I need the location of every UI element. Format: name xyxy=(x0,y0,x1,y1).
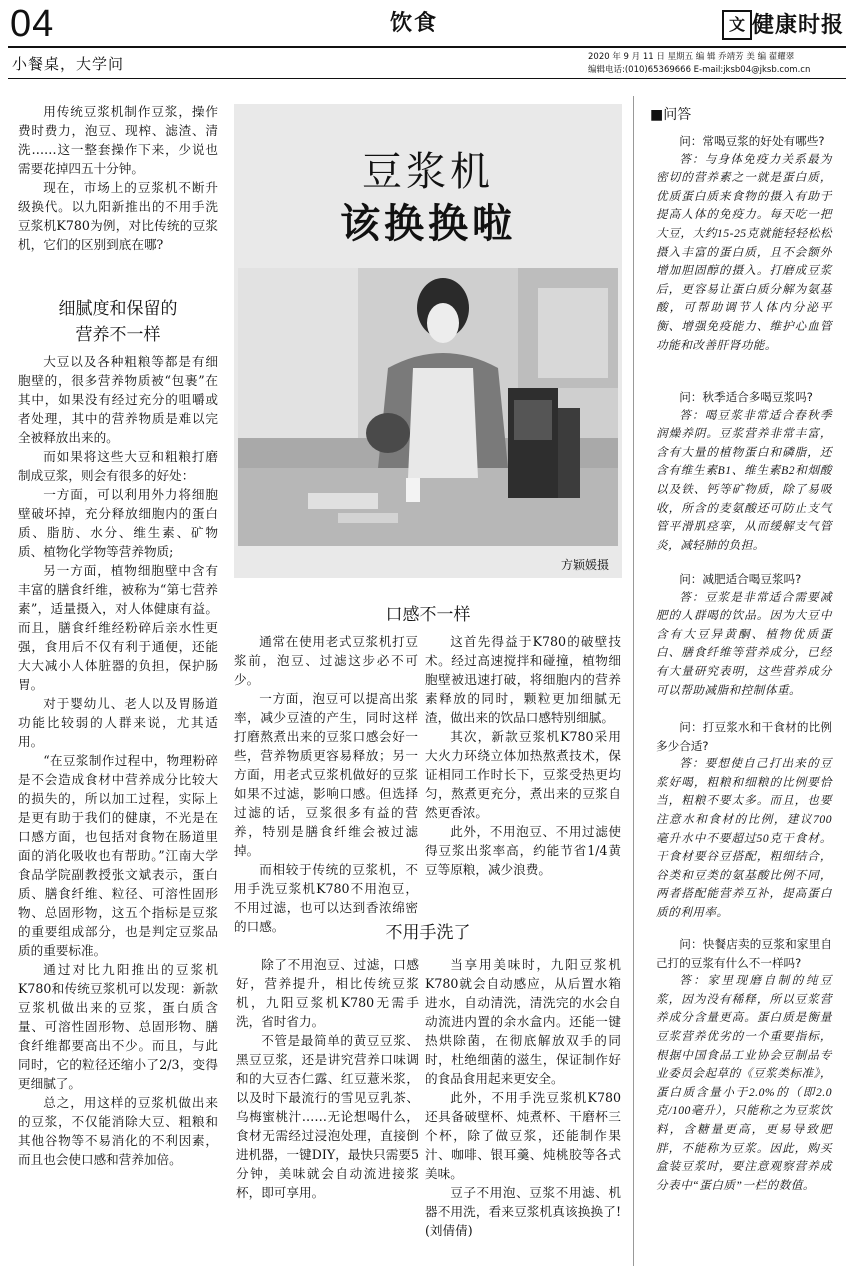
paragraph: 现在，市场上的豆浆机不断升级换代。以九阳新推出的不用手洗豆浆机K780为例，对比传统的豆浆机，它们的区别到底在哪? xyxy=(18,180,218,252)
section-title: 饮食 xyxy=(390,11,439,36)
qa-item xyxy=(656,718,832,923)
nutrition-column xyxy=(18,352,218,1169)
intro-column xyxy=(18,102,218,254)
qa-item xyxy=(656,388,832,555)
header-rule-bottom xyxy=(8,78,846,79)
qa-question: 问：打豆浆水和干食材的比例多少合适? xyxy=(656,720,832,753)
paragraph: 此外，不用泡豆、不用过滤使得豆浆出浆率高，约能节省1/4黄豆等原粮，减少浪费。 xyxy=(425,824,621,877)
paragraph: 其次，新款豆浆机K780采用大火力环绕立体加热熬煮技术，保证相同工作时长下，豆浆受热更均匀，熬煮更充分，煮出来的豆浆自然更香浓。 xyxy=(425,729,621,820)
qa-question: 问：常喝豆浆的好处有哪些? xyxy=(679,134,825,148)
qa-answer: 答：与身体免疫力关系最为密切的营养素之一就是蛋白质，优质蛋白质来食物的摄入有助于提高人体的免疫力。每天吃一把大豆，大约15-25克就能轻轻松松摄入丰富的蛋白质，且不会额外增加胆固醇的摄入。打磨成豆浆后，更容易让蛋白质分解为氨基酸，可帮助调节人体内分泌平衡、增强免疫能力、维护心血管功能和改善肝肾功能。 xyxy=(656,152,832,352)
paragraph: 豆子不用泡、豆浆不用滤、机器不用洗，看来豆浆机真该换换了! (刘倩倩) xyxy=(425,1185,634,1238)
paragraph: 而相较于传统的豆浆机，不用手洗豆浆机K780不用泡豆，不用过滤，也可以达到香浓绵密的口感。 xyxy=(234,862,418,934)
paragraph: 大豆以及各种粗粮等都是有细胞壁的，很多营养物质被“包裹”在其中，如果没有经过充分的咀嚼或者处理，其中的营养物质是难以完全被释放出来的。 xyxy=(18,354,218,445)
subheading-taste: 口感不一样 xyxy=(385,605,471,625)
column-divider xyxy=(633,96,634,1266)
qa-question: 问：秋季适合多喝豆浆吗? xyxy=(679,390,813,404)
qa-answer: 答：家里现磨自制的纯豆浆，因为没有稀释，所以豆浆营养成分含量更高。蛋白质是衡量豆浆营养优劣的一个重要指标，根据中国食品工业协会豆制品专业委员会起草的《豆浆类标准》，蛋白质含量小于2.0%的（即2.0克/100毫升），只能称之为豆浆饮料，含糖量更高，更易导致肥胖，不能称为豆浆。因此，购买盒装豆浆时，要注意观察营养成分表中“蛋白质”一栏的数值。 xyxy=(656,974,832,1192)
paragraph: 通过对比九阳推出的豆浆机K780和传统豆浆机可以发现：新款豆浆机做出来的豆浆，蛋白质含量、可溶性固形物、总固形物、膳食纤维都要高出不少。而且，与此同时，它的粒径还缩小了2/3，变得更细腻了。 xyxy=(18,962,218,1091)
paragraph: 而如果将这些大豆和粗粮打磨制成豆浆，则会有很多的好处： xyxy=(18,449,218,483)
paragraph: 通常在使用老式豆浆机打豆浆前，泡豆、过滤这步必不可少。 xyxy=(234,634,418,687)
subheading-no-handwash: 不用手洗了 xyxy=(385,923,471,943)
taste-column-right xyxy=(425,632,621,879)
logo-mark: 文 xyxy=(722,10,752,40)
cleaning-column-left xyxy=(236,955,419,1202)
paragraph: 对于婴幼儿、老人以及胃肠道功能比较弱的人群来说，尤其适用。 xyxy=(18,696,218,749)
cleaning-column-right xyxy=(425,955,634,1240)
paragraph: 此外，不用手洗豆浆机K780还具备破壁杯、炖煮杯、干磨杯三个杯，除了做豆浆，还能制作果汁、咖啡、银耳羹、炖桃胶等各式美味。 xyxy=(425,1090,621,1181)
paragraph: 除了不用泡豆、过滤，口感好，营养提升，相比传统豆浆机，九阳豆浆机K780无需手洗，省时省力。 xyxy=(236,957,419,1029)
paragraph: 另一方面，植物细胞壁中含有丰富的膳食纤维，被称为“第七营养素”，适量摄入，对人体健康有益。而且，膳食纤维经粉碎后亲水性更强，食用后不仅有利于通便，还能大大减小人体脏器的负担，保护肠胃。 xyxy=(18,563,218,692)
contact-info: 编辑电话:(010)65369666 E-mail:jksb04@jksb.com.cn xyxy=(588,65,811,75)
editor-info: 2020 年 9 月 11 日 星期五 编 辑 乔靖芳 美 编 翟耀翠 xyxy=(588,52,795,62)
paragraph: 一方面，可以利用外力将细胞壁破坏掉，充分释放细胞内的蛋白质、脂肪、水分、维生素、矿物质、植物化学物等营养物质; xyxy=(18,487,218,559)
article-title-line1: 豆浆机 xyxy=(362,149,494,195)
taste-column-left xyxy=(234,632,418,936)
qa-answer: 答：豆浆是非常适合需要减肥的人群喝的饮品。因为大豆中含有大豆异黄酮、植物优质蛋白、膳食纤维等营养成分，已经有大量研究表明，这些营养成分可以帮助减脂和控制体重。 xyxy=(656,590,832,697)
qa-answer: 答：要想使自己打出来的豆浆好喝，粗粮和细粮的比例要恰当，粗粮不要太多。而且，也要注意水和食材的比例，建议700毫升水中不要超过50克干食材。干食材要谷豆搭配，粗细结合，谷类和豆类的氨基酸比例不同，两者搭配能营养互补，提高蛋白质的利用率。 xyxy=(656,757,832,919)
page-number: 04 xyxy=(10,3,55,45)
paragraph: 用传统豆浆机制作豆浆，操作费时费力，泡豆、现榨、滤渣、清洗……这一整套操作下来，少说也需要花掉四五十分钟。 xyxy=(18,104,218,176)
qa-heading: ■问答 xyxy=(650,107,692,123)
section-heading-nutrition: 细腻度和保留的 营养不一样 xyxy=(58,299,178,345)
paragraph: 不管是最简单的黄豆豆浆、黑豆豆浆，还是讲究营养口味调和的大豆杏仁露、红豆薏米浆，以及时下最流行的雪见豆乳茶、乌梅蜜桃汁……无论想喝什么，食材无需经过浸泡处理，直接倒进机器，一键DIY，最快只需要5分钟，美味就会自动流进接浆杯，即可享用。 xyxy=(236,1033,419,1200)
article-title-line2: 该换换啦 xyxy=(340,200,516,247)
qa-item xyxy=(656,935,832,1195)
qa-question: 问：减肥适合喝豆浆吗? xyxy=(679,572,802,586)
logo-name: 健康时报 xyxy=(752,12,845,38)
paragraph: 一方面，泡豆可以提高出浆率，减少豆渣的产生，同时这样打磨熬煮出来的豆浆口感会好一些，营养物质更容易释放；另一方面，用老式豆浆机做好的豆浆如果不过滤，影响口感。但选择过滤的话，豆浆很多有益的营养，特别是膳食纤维会被过滤掉。 xyxy=(234,691,418,858)
qa-question: 问：快餐店卖的豆浆和家里自己打的豆浆有什么不一样吗? xyxy=(656,937,832,970)
page-tagline: 小餐桌，大学问 xyxy=(12,55,125,73)
photo-credit: 方颖媛摄 xyxy=(561,558,610,572)
photo-woman-with-soymilk-maker xyxy=(238,268,618,546)
header-rule xyxy=(8,46,846,48)
paragraph: “在豆浆制作过程中，物理粉碎是不会造成食材中营养成分比较大的损失的，所以加工过程，实际上是更有助于我们的健康，不光是在口感方面，也包括对食物在肠道里面的消化吸收也有帮助。”江南大学食品学院副教授张文斌表示，蛋白质、膳食纤维、粒径、可溶性固形物、总固形物，这五个指标是豆浆的重要组成部分，也是判定豆浆品质的重要标准。 xyxy=(18,753,218,958)
paragraph: 当享用美味时，九阳豆浆机K780就会自动感应，从后置水箱进水，自动清洗，清洗完的水会自动流进内置的余水盒内。还能一键热烘除菌，在彻底解放双手的同时，杜绝细菌的滋生，保证制作好的食品食用起来更安全。 xyxy=(425,957,621,1086)
qa-answer: 答：喝豆浆非常适合春秋季润燥养阴。豆浆营养非常丰富，含有大量的植物蛋白和磷脂，还含有维生素B1、维生素B2和烟酸以及铁、钙等矿物质，除了易吸收，所含的麦氨酸还可防止支气管平滑肌痉挛，从而缓解支气管炎，减轻肺的负担。 xyxy=(656,408,832,552)
paragraph: 总之，用这样的豆浆机做出来的豆浆，不仅能消除大豆、粗粮和其他谷物等不易消化的不利因素，而且也会使口感和营养加倍。 xyxy=(18,1095,218,1167)
paragraph: 这首先得益于K780的破壁技术。经过高速搅拌和碰撞，植物细胞壁被迅速打破，将细胞内的营养素释放的同时，颗粒更加细腻无渣，做出来的饮品口感特别细腻。 xyxy=(425,634,621,725)
qa-item xyxy=(656,132,832,355)
newspaper-logo xyxy=(722,4,846,44)
qa-item xyxy=(656,570,832,700)
